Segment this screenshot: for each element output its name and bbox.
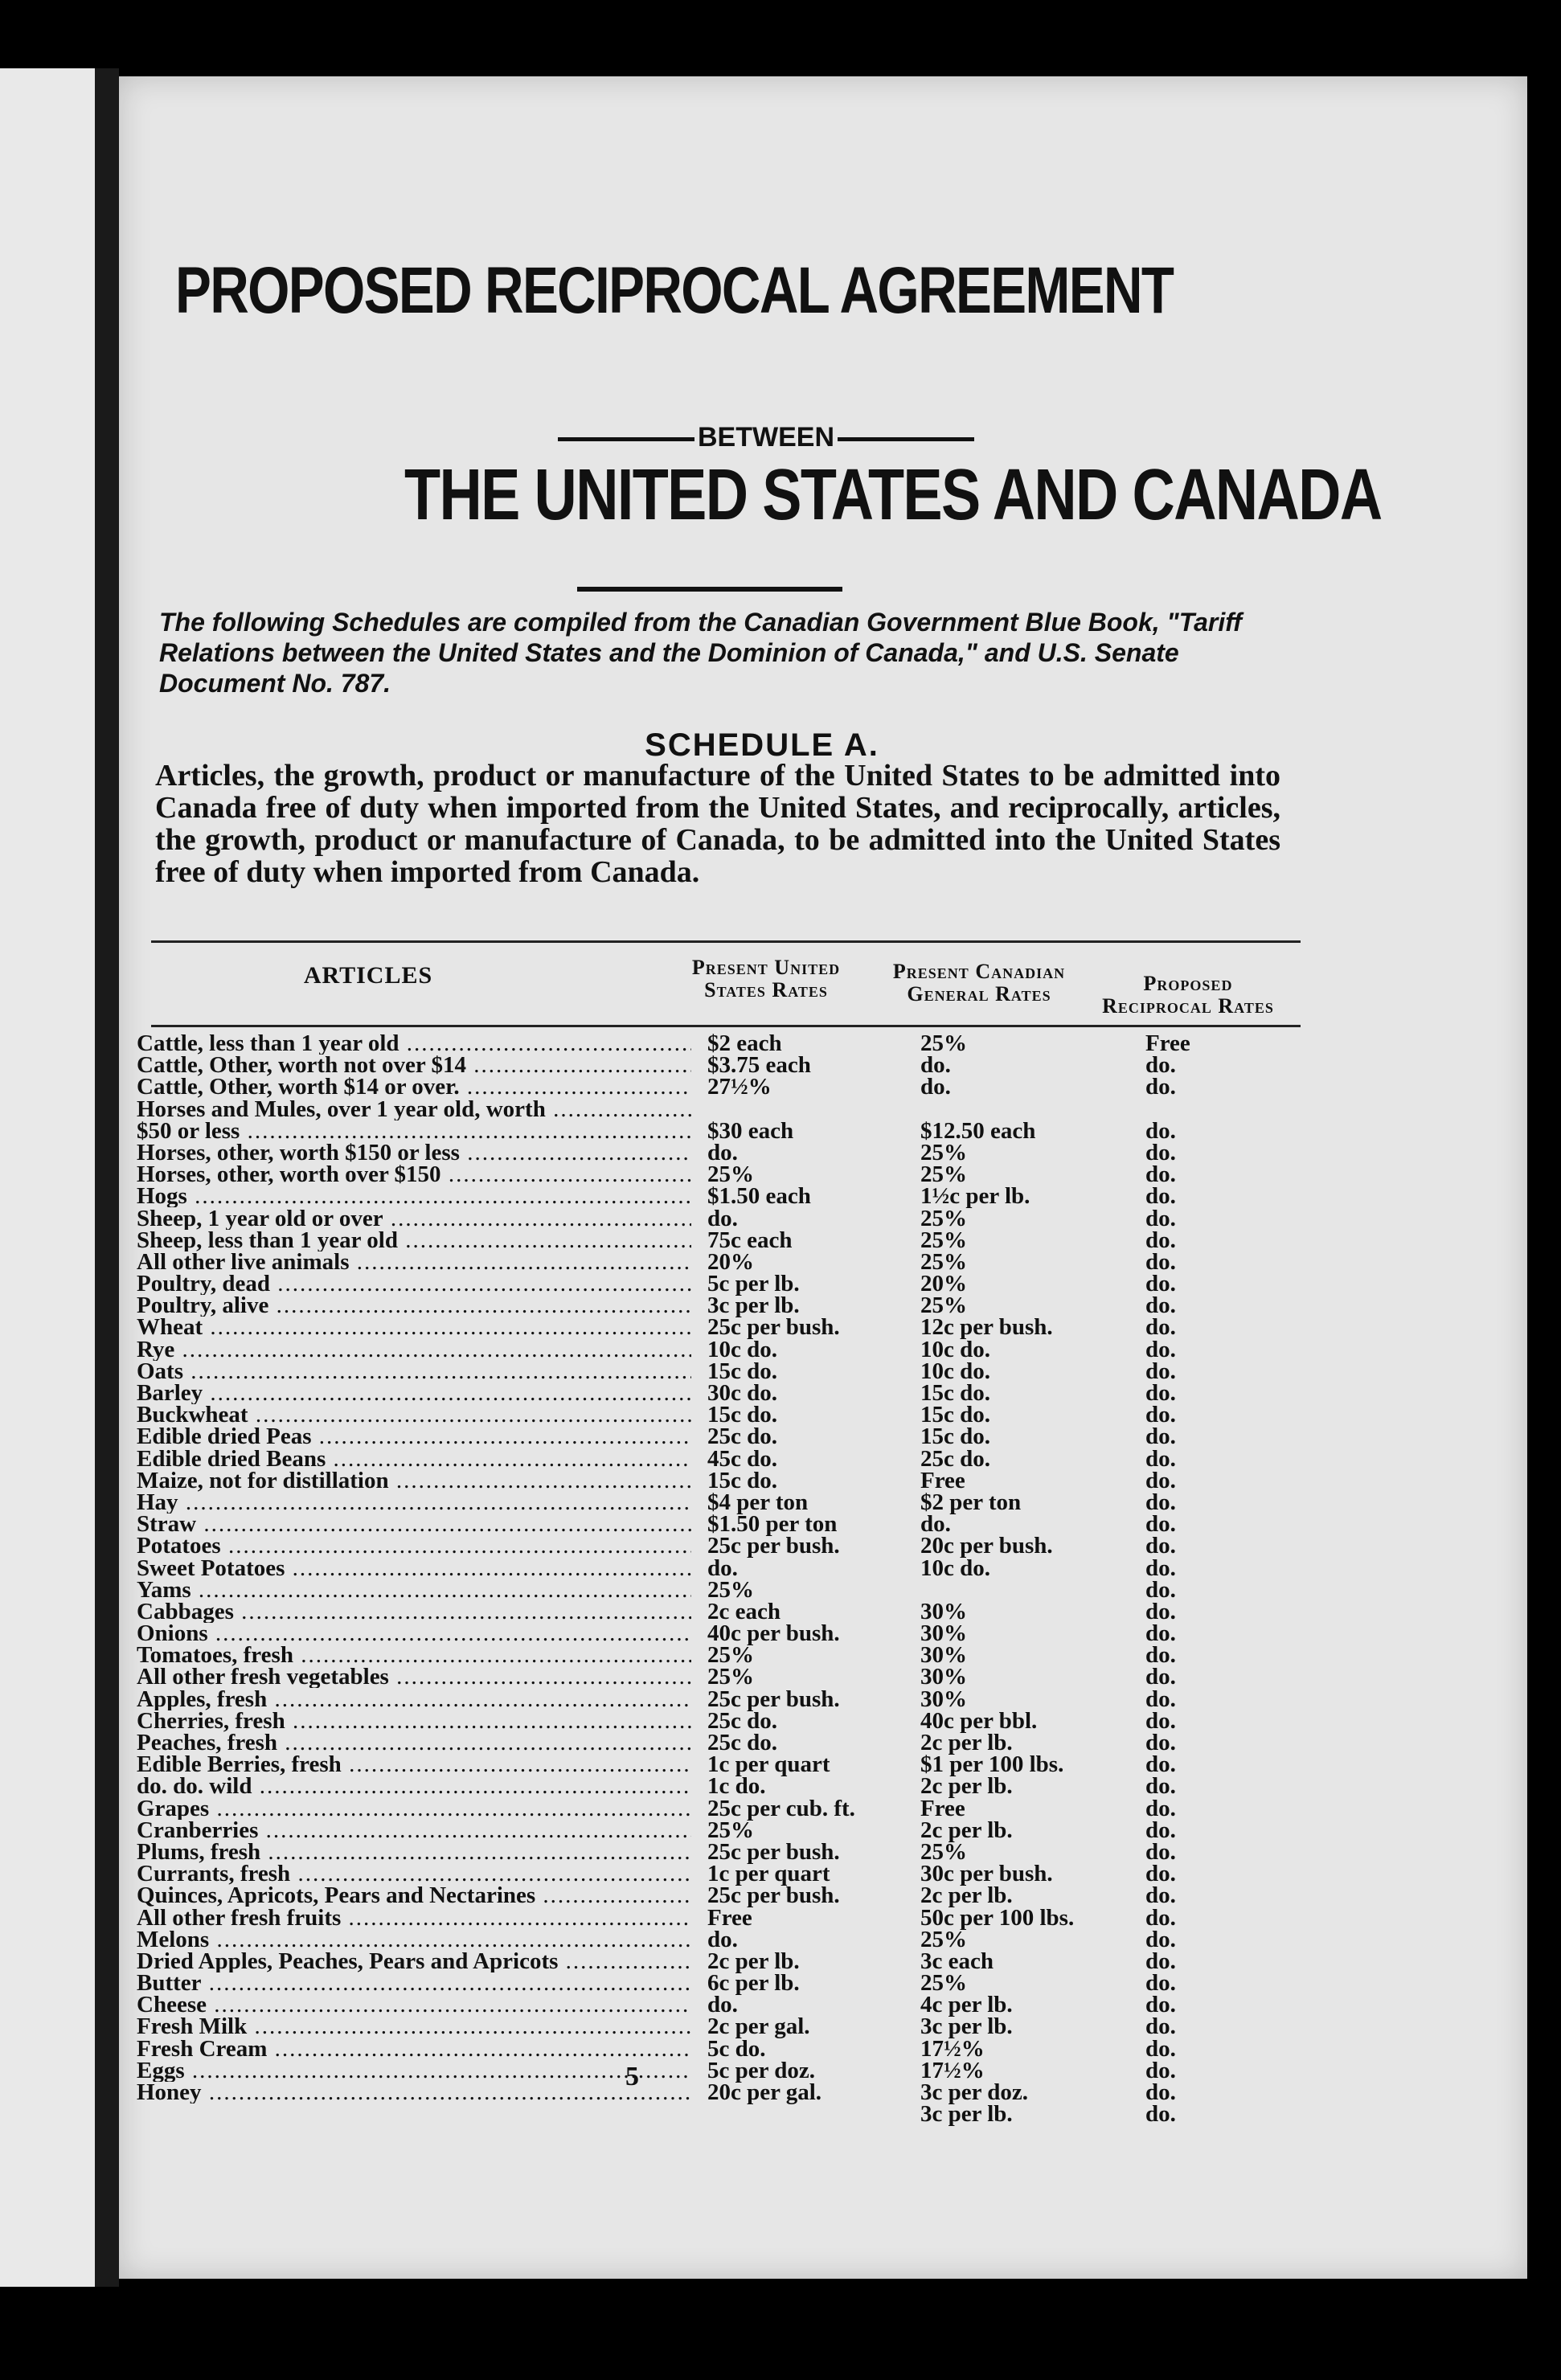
- us-rate-cell: do.: [707, 1926, 738, 1952]
- article-cell: Barley .....: [137, 1383, 691, 1404]
- article-cell: Maize, not for distillation .....: [137, 1470, 691, 1492]
- canadian-rate-cell: 30%: [920, 1664, 967, 1690]
- article-cell: Poultry, alive .....: [137, 1295, 691, 1317]
- canadian-rate-cell: 4c per lb.: [920, 1992, 1013, 2018]
- header-us-rates: Present United States Rates: [691, 956, 841, 1002]
- table-row: [137, 1248, 1302, 1275]
- table-row: [137, 1882, 1302, 1909]
- us-rate-cell: 15c do.: [707, 1402, 777, 1428]
- canadian-rate-cell: Free: [920, 1467, 965, 1493]
- us-rate-cell: 25c per bush.: [707, 1314, 840, 1341]
- article-cell: Plums, fresh .....: [137, 1841, 691, 1863]
- header-canadian-rates: Present Canadian General Rates: [892, 960, 1066, 1006]
- proposed-rate-cell: do.: [1145, 2057, 1176, 2083]
- proposed-rate-cell: do.: [1145, 2079, 1176, 2105]
- article-cell: Butter .....: [137, 1972, 691, 1994]
- article-cell: Hay .....: [137, 1492, 691, 1514]
- header-proposed-rates: Proposed Reciprocal Rates: [1102, 972, 1274, 1018]
- table-row: [137, 1994, 1302, 2016]
- proposed-rate-cell: do.: [1145, 1970, 1176, 1997]
- table-row: [137, 1030, 1302, 1056]
- canadian-rate-cell: 15c do.: [920, 1402, 990, 1428]
- article-cell: Sheep, 1 year old or over .....: [137, 1208, 691, 1230]
- proposed-rate-cell: do.: [1145, 1511, 1176, 1538]
- canadian-rate-cell: 25%: [920, 1030, 967, 1056]
- title-line-2: THE UNITED STATES AND CANADA: [404, 455, 1382, 535]
- canadian-rate-cell: 30%: [920, 1686, 967, 1712]
- article-cell: Quinces, Apricots, Pears and Nectarines .....: [137, 1885, 691, 1907]
- table-row: [137, 1598, 1302, 1624]
- canadian-rate-cell: 30%: [920, 1598, 967, 1624]
- proposed-rate-cell: do.: [1145, 1576, 1176, 1603]
- table-row: [137, 1314, 1302, 1341]
- canadian-rate-cell: 25%: [920, 1838, 967, 1865]
- us-rate-cell: 5c per lb.: [707, 1271, 800, 1297]
- us-rate-cell: 25c do.: [707, 1423, 777, 1450]
- article-cell: Melons .....: [137, 1929, 691, 1951]
- schedule-title: SCHEDULE A.: [645, 727, 879, 763]
- proposed-rate-cell: do.: [1145, 1795, 1176, 1821]
- table-row: [137, 1686, 1302, 1712]
- us-rate-cell: 25c per cub. ft.: [707, 1795, 855, 1821]
- proposed-rate-cell: do.: [1145, 1533, 1176, 1559]
- proposed-rate-cell: do.: [1145, 1620, 1176, 1647]
- table-row: [137, 1926, 1302, 1952]
- proposed-rate-cell: do.: [1145, 1139, 1176, 1165]
- article-cell: Edible dried Peas .....: [137, 1426, 691, 1448]
- proposed-rate-cell: do.: [1145, 1948, 1176, 1974]
- proposed-rate-cell: do.: [1145, 1707, 1176, 1734]
- us-rate-cell: 25%: [707, 1576, 754, 1603]
- canadian-rate-cell: 25%: [920, 1292, 967, 1319]
- table-row: [137, 1948, 1302, 1974]
- canadian-rate-cell: $12.50 each: [920, 1117, 1036, 1144]
- proposed-rate-cell: do.: [1145, 1074, 1176, 1100]
- title-divider: [577, 587, 842, 592]
- article-cell: Horses and Mules, over 1 year old, worth .....: [137, 1099, 691, 1120]
- table-row: [137, 2101, 1302, 2128]
- us-rate-cell: 45c do.: [707, 1445, 777, 1472]
- us-rate-cell: 2c per gal.: [707, 2013, 810, 2040]
- us-rate-cell: $1.50 per ton: [707, 1511, 838, 1538]
- article-cell: Wheat .....: [137, 1317, 691, 1338]
- canadian-rate-cell: 25%: [920, 1161, 967, 1188]
- proposed-rate-cell: do.: [1145, 1227, 1176, 1253]
- tariff-table-body: [137, 1030, 1302, 2128]
- us-rate-cell: 2c per lb.: [707, 1948, 800, 1974]
- proposed-rate-cell: do.: [1145, 1861, 1176, 1887]
- canadian-rate-cell: 15c do.: [920, 1380, 990, 1406]
- canadian-rate-cell: 30c per bush.: [920, 1861, 1053, 1887]
- us-rate-cell: 25c per bush.: [707, 1882, 840, 1909]
- canadian-rate-cell: 3c per doz.: [920, 2079, 1028, 2105]
- proposed-rate-cell: do.: [1145, 1555, 1176, 1581]
- table-row: [137, 1273, 1302, 1295]
- us-rate-cell: $30 each: [707, 1117, 794, 1144]
- table-row: [137, 1904, 1302, 1931]
- us-rate-cell: $3.75 each: [707, 1052, 811, 1079]
- table-row: [137, 1642, 1302, 1669]
- canadian-rate-cell: 12c per bush.: [920, 1314, 1053, 1341]
- article-cell: Edible Berries, fresh .....: [137, 1754, 691, 1776]
- header-articles: ARTICLES: [303, 962, 433, 989]
- table-row: [137, 2013, 1302, 2040]
- canadian-rate-cell: 3c per lb.: [920, 2101, 1013, 2128]
- us-rate-cell: 25c do.: [707, 1730, 777, 1755]
- article-cell: Dried Apples, Peaches, Pears and Apricots .....: [137, 1951, 691, 1972]
- proposed-rate-cell: do.: [1145, 1445, 1176, 1472]
- proposed-rate-cell: do.: [1145, 1882, 1176, 1909]
- us-rate-cell: 2c each: [707, 1598, 780, 1624]
- article-cell: All other live animals .....: [137, 1251, 691, 1273]
- us-rate-cell: 1c per quart: [707, 1861, 830, 1887]
- article-cell: Eggs .....: [137, 2060, 691, 2082]
- article-cell: Sheep, less than 1 year old .....: [137, 1230, 691, 1251]
- us-rate-cell: 27½%: [707, 1074, 772, 1100]
- us-rate-cell: 5c do.: [707, 2035, 766, 2062]
- canadian-rate-cell: 1½c per lb.: [920, 1183, 1030, 1210]
- canadian-rate-cell: 3c per lb.: [920, 2013, 1013, 2040]
- us-rate-cell: 75c each: [707, 1227, 793, 1253]
- us-rate-cell: 15c do.: [707, 1467, 777, 1493]
- canadian-rate-cell: 2c per lb.: [920, 1773, 1013, 1800]
- table-row: [137, 1445, 1302, 1472]
- table-row: [137, 2035, 1302, 2062]
- between-rule-right: [838, 437, 974, 441]
- us-rate-cell: do.: [707, 1992, 738, 2018]
- canadian-rate-cell: do.: [920, 1052, 951, 1079]
- us-rate-cell: Free: [707, 1904, 752, 1931]
- table-header-rule: [151, 1025, 1301, 1027]
- us-rate-cell: 25%: [707, 1161, 754, 1188]
- table-top-rule: [151, 940, 1301, 943]
- article-cell: Peaches, fresh .....: [137, 1732, 691, 1754]
- article-cell: All other fresh fruits .....: [137, 1907, 691, 1929]
- between-rule-left: [558, 437, 694, 441]
- proposed-rate-cell: do.: [1145, 1926, 1176, 1952]
- proposed-rate-cell: do.: [1145, 1292, 1176, 1319]
- proposed-rate-cell: do.: [1145, 1183, 1176, 1210]
- canadian-rate-cell: 25%: [920, 1926, 967, 1952]
- us-rate-cell: 3c per lb.: [707, 1292, 800, 1319]
- us-rate-cell: $4 per ton: [707, 1489, 809, 1515]
- article-cell: Cabbages .....: [137, 1601, 691, 1623]
- canadian-rate-cell: 30%: [920, 1642, 967, 1669]
- article-cell: Apples, fresh .....: [137, 1689, 691, 1710]
- canadian-rate-cell: $1 per 100 lbs.: [920, 1751, 1064, 1778]
- table-row: [137, 1773, 1302, 1800]
- canadian-rate-cell: 15c do.: [920, 1423, 990, 1450]
- table-row: [137, 1620, 1302, 1647]
- canadian-rate-cell: do.: [920, 1074, 951, 1100]
- us-rate-cell: $1.50 each: [707, 1183, 811, 1210]
- canadian-rate-cell: 3c each: [920, 1948, 994, 1974]
- proposed-rate-cell: do.: [1145, 1271, 1176, 1297]
- us-rate-cell: do.: [707, 1139, 738, 1165]
- table-row: [137, 1467, 1302, 1493]
- canadian-rate-cell: 25%: [920, 1248, 967, 1275]
- canadian-rate-cell: 20%: [920, 1271, 967, 1297]
- proposed-rate-cell: do.: [1145, 1904, 1176, 1931]
- table-row: [137, 1161, 1302, 1188]
- article-cell: Sweet Potatoes .....: [137, 1558, 691, 1579]
- table-row: [137, 1336, 1302, 1362]
- us-rate-cell: $2 each: [707, 1030, 782, 1056]
- table-row: [137, 1423, 1302, 1450]
- canadian-rate-cell: 30%: [920, 1620, 967, 1647]
- canadian-rate-cell: $2 per ton: [920, 1489, 1022, 1515]
- article-cell: $50 or less .....: [137, 1120, 691, 1142]
- proposed-rate-cell: do.: [1145, 1336, 1176, 1362]
- proposed-rate-cell: do.: [1145, 1358, 1176, 1384]
- canadian-rate-cell: 17½%: [920, 2057, 985, 2083]
- us-rate-cell: 25c per bush.: [707, 1838, 840, 1865]
- proposed-rate-cell: Free: [1145, 1030, 1190, 1056]
- table-row: [137, 1666, 1302, 1688]
- table-row: [137, 1511, 1302, 1538]
- table-row: [137, 1292, 1302, 1319]
- proposed-rate-cell: do.: [1145, 1773, 1176, 1800]
- article-cell: Edible dried Beans .....: [137, 1448, 691, 1470]
- table-row: [137, 1555, 1302, 1581]
- canadian-rate-cell: 25c do.: [920, 1445, 990, 1472]
- article-cell: Honey .....: [137, 2082, 691, 2103]
- table-row: [137, 1489, 1302, 1515]
- proposed-rate-cell: do.: [1145, 1314, 1176, 1341]
- article-cell: Yams .....: [137, 1579, 691, 1601]
- article-cell: Straw .....: [137, 1514, 691, 1535]
- us-rate-cell: 25%: [707, 1642, 754, 1669]
- table-row: [137, 1076, 1302, 1098]
- book-gutter: [95, 68, 119, 2287]
- document-page: [119, 76, 1527, 2279]
- table-row: [137, 1404, 1302, 1426]
- table-row: [137, 1576, 1302, 1603]
- article-cell: Fresh Milk .....: [137, 2016, 691, 2038]
- us-rate-cell: do.: [707, 1555, 738, 1581]
- us-rate-cell: 6c per lb.: [707, 1970, 800, 1997]
- table-row: [137, 1117, 1302, 1144]
- proposed-rate-cell: do.: [1145, 1817, 1176, 1843]
- us-rate-cell: 40c per bush.: [707, 1620, 840, 1647]
- table-row: [137, 1099, 1302, 1120]
- us-rate-cell: 25c per bush.: [707, 1686, 840, 1712]
- article-cell: Tomatoes, fresh .....: [137, 1645, 691, 1666]
- proposed-rate-cell: do.: [1145, 1402, 1176, 1428]
- proposed-rate-cell: do.: [1145, 1992, 1176, 2018]
- us-rate-cell: 1c do.: [707, 1773, 766, 1800]
- table-row: [137, 1795, 1302, 1821]
- proposed-rate-cell: do.: [1145, 2101, 1176, 2128]
- article-cell: Buckwheat .....: [137, 1404, 691, 1426]
- table-row: [137, 1535, 1302, 1557]
- canadian-rate-cell: 25%: [920, 1205, 967, 1231]
- proposed-rate-cell: do.: [1145, 2035, 1176, 2062]
- article-cell: Cattle, Other, worth $14 or over. .....: [137, 1076, 691, 1098]
- canadian-rate-cell: do.: [920, 1511, 951, 1538]
- article-cell: Oats .....: [137, 1361, 691, 1383]
- proposed-rate-cell: do.: [1145, 1205, 1176, 1231]
- table-row: [137, 2079, 1302, 2105]
- canadian-rate-cell: Free: [920, 1795, 965, 1821]
- table-row: [137, 1205, 1302, 1231]
- table-row: [137, 1732, 1302, 1754]
- proposed-rate-cell: do.: [1145, 1161, 1176, 1188]
- us-rate-cell: 1c per quart: [707, 1751, 830, 1778]
- proposed-rate-cell: do.: [1145, 1730, 1176, 1755]
- canadian-rate-cell: 17½%: [920, 2035, 985, 2062]
- canadian-rate-cell: 2c per lb.: [920, 1730, 1013, 1755]
- us-rate-cell: 30c do.: [707, 1380, 777, 1406]
- proposed-rate-cell: do.: [1145, 1489, 1176, 1515]
- us-rate-cell: 25c do.: [707, 1707, 777, 1734]
- table-row: [137, 1139, 1302, 1165]
- table-row: [137, 1227, 1302, 1253]
- page-number: 5: [625, 2062, 639, 2091]
- article-cell: Cattle, less than 1 year old .....: [137, 1033, 691, 1055]
- table-row: [137, 1863, 1302, 1885]
- article-cell: Cheese .....: [137, 1994, 691, 2016]
- table-row: [137, 1380, 1302, 1406]
- table-row: [137, 1817, 1302, 1843]
- canadian-rate-cell: 10c do.: [920, 1358, 990, 1384]
- proposed-rate-cell: do.: [1145, 1838, 1176, 1865]
- table-row: [137, 1358, 1302, 1384]
- table-row: [137, 1751, 1302, 1778]
- proposed-rate-cell: do.: [1145, 1467, 1176, 1493]
- proposed-rate-cell: do.: [1145, 1423, 1176, 1450]
- between-text: BETWEEN: [698, 422, 834, 453]
- schedule-description: Articles, the growth, product or manufacture of the United States to be admitted into Canada free of duty when imported from the United States, and reciprocally, articles, the growth, product or manufacture of Canada, to be admitted into the United States free of duty when imported from Canada.: [155, 759, 1280, 889]
- article-cell: Potatoes .....: [137, 1535, 691, 1557]
- canadian-rate-cell: 25%: [920, 1970, 967, 1997]
- us-rate-cell: 20%: [707, 1248, 754, 1275]
- article-cell: Onions .....: [137, 1623, 691, 1645]
- canadian-rate-cell: 10c do.: [920, 1336, 990, 1362]
- us-rate-cell: 10c do.: [707, 1336, 777, 1362]
- article-cell: Grapes .....: [137, 1798, 691, 1820]
- proposed-rate-cell: do.: [1145, 1751, 1176, 1778]
- article-cell: Cattle, Other, worth not over $14 .....: [137, 1055, 691, 1076]
- proposed-rate-cell: do.: [1145, 1248, 1176, 1275]
- table-row: [137, 1183, 1302, 1210]
- article-cell: Hogs .....: [137, 1186, 691, 1207]
- canadian-rate-cell: 2c per lb.: [920, 1882, 1013, 1909]
- title-line-1: PROPOSED RECIPROCAL AGREEMENT: [175, 254, 1174, 327]
- canadian-rate-cell: 25%: [920, 1227, 967, 1253]
- table-row: [137, 2057, 1302, 2083]
- table-row: [137, 1970, 1302, 1997]
- table-row: [137, 1707, 1302, 1734]
- article-cell: Cherries, fresh .....: [137, 1710, 691, 1732]
- canadian-rate-cell: 40c per bbl.: [920, 1707, 1038, 1734]
- intro-paragraph: The following Schedules are compiled from the Canadian Government Blue Book, "Tariff Relations between the United States and the Dominion of Canada," and U.S. Senate Document No. 787.: [159, 608, 1242, 698]
- us-rate-cell: 5c per doz.: [707, 2057, 815, 2083]
- proposed-rate-cell: do.: [1145, 1664, 1176, 1690]
- article-cell: Horses, other, worth over $150 .....: [137, 1164, 691, 1186]
- us-rate-cell: do.: [707, 1205, 738, 1231]
- us-rate-cell: 25%: [707, 1817, 754, 1843]
- proposed-rate-cell: do.: [1145, 1380, 1176, 1406]
- article-cell: Fresh Cream .....: [137, 2038, 691, 2060]
- table-row: [137, 1052, 1302, 1079]
- article-cell: do. do. wild .....: [137, 1776, 691, 1797]
- between-label: [485, 422, 1047, 453]
- article-cell: All other fresh vegetables .....: [137, 1666, 691, 1688]
- article-cell: Rye .....: [137, 1339, 691, 1361]
- article-cell: Horses, other, worth $150 or less .....: [137, 1142, 691, 1164]
- canadian-rate-cell: 50c per 100 lbs.: [920, 1904, 1075, 1931]
- proposed-rate-cell: do.: [1145, 1117, 1176, 1144]
- article-cell: Currants, fresh .....: [137, 1863, 691, 1885]
- us-rate-cell: 25c per bush.: [707, 1533, 840, 1559]
- proposed-rate-cell: do.: [1145, 1686, 1176, 1712]
- canadian-rate-cell: 20c per bush.: [920, 1533, 1053, 1559]
- proposed-rate-cell: do.: [1145, 1598, 1176, 1624]
- canadian-rate-cell: 25%: [920, 1139, 967, 1165]
- article-cell: Cranberries .....: [137, 1820, 691, 1841]
- table-row: [137, 1838, 1302, 1865]
- proposed-rate-cell: do.: [1145, 2013, 1176, 2040]
- proposed-rate-cell: do.: [1145, 1052, 1176, 1079]
- proposed-rate-cell: do.: [1145, 1642, 1176, 1669]
- adjacent-page-edge: [0, 68, 95, 2287]
- canadian-rate-cell: 10c do.: [920, 1555, 990, 1581]
- us-rate-cell: 20c per gal.: [707, 2079, 822, 2105]
- canadian-rate-cell: 2c per lb.: [920, 1817, 1013, 1843]
- us-rate-cell: 25%: [707, 1664, 754, 1690]
- us-rate-cell: 15c do.: [707, 1358, 777, 1384]
- article-cell: Poultry, dead .....: [137, 1273, 691, 1295]
